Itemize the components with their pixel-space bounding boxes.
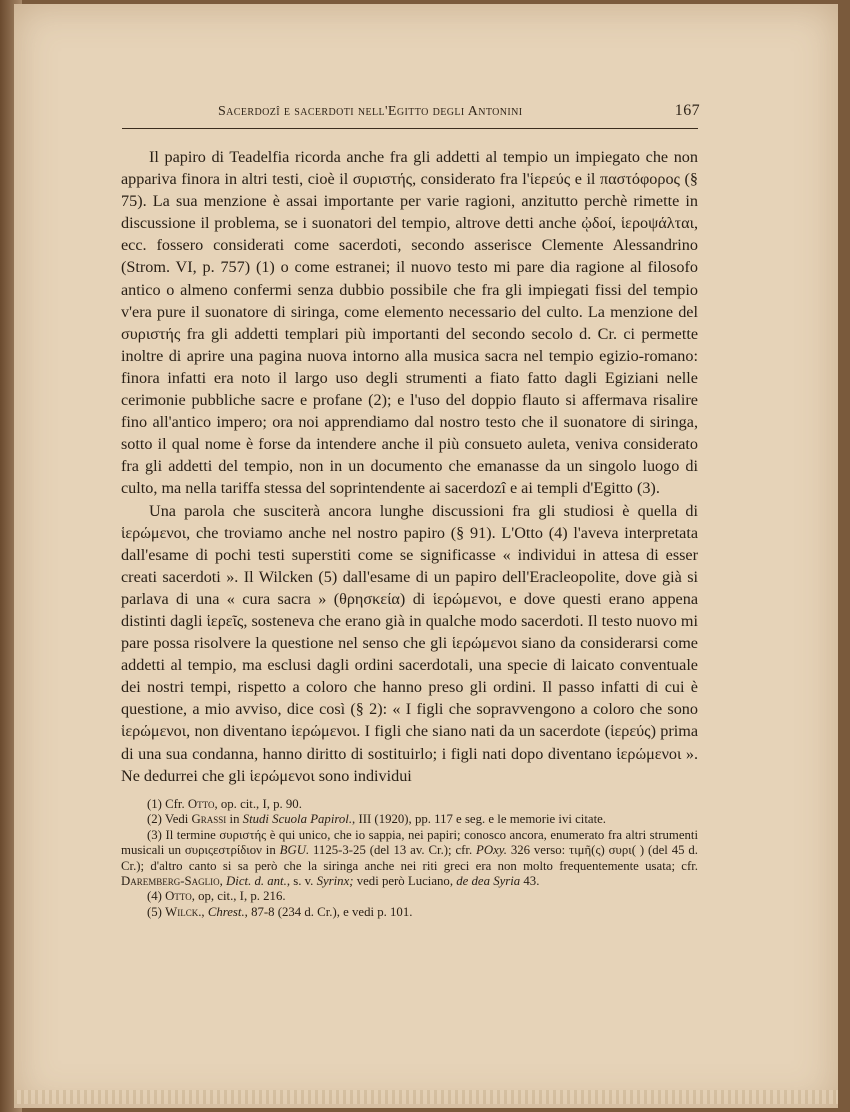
footnote-1: (1) Cfr. Otto, op. cit., I, p. 90. — [147, 797, 302, 811]
page-bottom-edge — [14, 1090, 838, 1104]
footnote-2: (2) Vedi Grassi in Studi Scuola Papirol., III (1920), pp. 117 e seg. e le memorie ivi citate. — [147, 812, 607, 827]
page-number: 167 — [674, 102, 700, 119]
main-text — [121, 146, 698, 787]
running-title: Sacerdozî e sacerdoti nell'Egitto degli Antonini — [218, 104, 523, 119]
footnotes — [121, 797, 698, 920]
footnote-4: (4) Otto, op, cit., I, p. 216. — [147, 889, 286, 904]
footnote-5: (5) Wilck., Chrest., 87-8 (234 d. Cr.), e vedi p. 101. — [147, 904, 413, 919]
header-rule — [122, 128, 698, 129]
paragraph-2: Una parola che susciterà ancora lunghe discussioni fra gli studiosi è quella di ἱερώμενοι, che troviamo anche nel nostro papiro (§ 91). L'Otto (4) l'aveva interpretata dall'esame di pochi testi superstiti come se significasse « individui in attesa di esser creati sacerdoti ». Il Wilcken (5) dall'esame di un papiro dell'Eracleopolite, dove già si parlava di una « cura sacra » (θρησκεία) di ἱερώμενοι, e dove questi erano appena distinti dagli ἱερεῖς, sosteneva che erano già in qualche modo sacerdoti. Il testo nuovo mi pare possa risolvere la questione nel senso che gli ἱερώμενοι siano da considerarsi come addetti al tempio, ma esclusi dagli ordini sacerdotali, una specie di laicato conventuale dei nostri tempi, rispetto a coloro che hanno preso gli ordini. Il passo infatti di cui è questione, a mio avviso, dice così (§ 2): « I figli che sopravvengono a coloro che sono ἱερώμενοι, non diventano ἱερώμενοι. I figli che siano nati da un sacerdote (ἱερεύς) prima di una sua condanna, hanno diritto di sostituirlo; i figli nati dopo diventano ἱερώμενοι ». Ne dedurrei che gli ἱερώμενοι sono individui — [121, 501, 698, 785]
footnote-3: (3) Il termine συριστής è qui unico, che io sappia, nei papiri; conosco ancora, enumerato fra altri strumenti musicali un συριςεστρίδιον in BGU. 1125-3-25 (del 13 av. Cr.); cfr. POxy. 326 verso: τιμῆ(ς) συρι( ) (del 45 d. Cr.); d'altro canto si sa però che la siringa anche nei riti greci era non molto frequentemente usata; cfr. Daremberg-Saglio, Dict. d. ant., s. v. Syrinx; vedi però Luciano, de dea Syria 43. — [121, 827, 699, 889]
paragraph-1: Il papiro di Teadelfia ricorda anche fra gli addetti al tempio un impiegato che non appariva finora in altri testi, cioè il συριστής, considerato fra l'ἱερεύς e il παστόφορος (§ 75). La sua menzione è assai importante per varie ragioni, anzitutto perchè rimette in discussione il problema, se i suonatori del tempio, altrove detti anche ᾠδοί, ἱεροψάλται, ecc. fossero considerati come sacerdoti, secondo asserisce Clemente Alessandrino (Strom. VI, p. 757) (1) o come estranei; il nuovo testo mi pare dia ragione al filosofo antico o almeno confermi senza dubbio possibile che fra gli impiegati fissi del tempio v'era pure il suonatore di siringa, come elemento necessario del culto. La menzione del συριστής fra gli addetti templari più importanti del secondo secolo d. Cr. ci permette inoltre di aprire una pagina nuova intorno alla musica sacra nel tempio egizio-romano: finora infatti era noto il largo uso degli strumenti a fiato fatto dagli Egiziani nelle cerimonie pubbliche sacre e profane (2); e l'uso del doppio flauto si affermava risalire fino all'antico impero; ora noi apprendiamo dal nostro testo che il suonatore di siringa, sotto il qual nome è forse da intendere anche il più consueto auleta, veniva considerato fra gli addetti del tempio, non in un documento che emanasse da un singolo luogo di culto, ma nella tariffa stessa del soprintendente ai sacerdozî e ai templi d'Egitto (3). — [121, 148, 698, 498]
